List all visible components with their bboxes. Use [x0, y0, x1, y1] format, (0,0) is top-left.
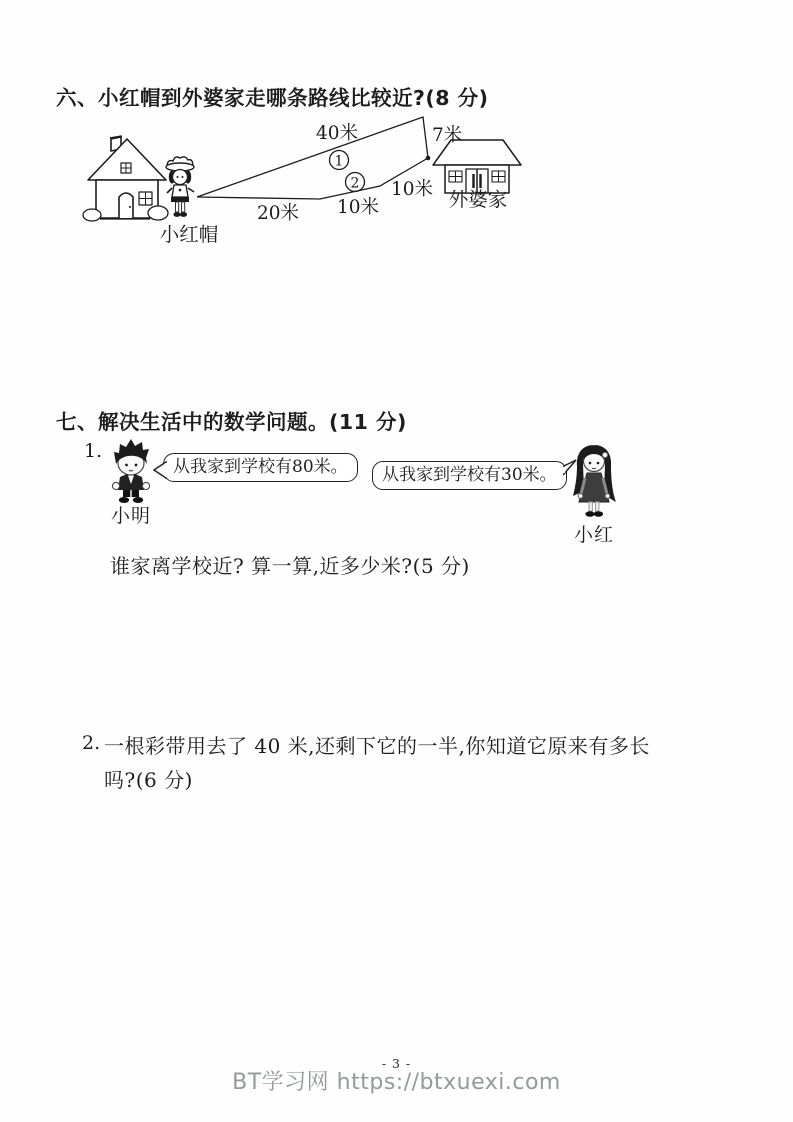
q2-text-line1: 一根彩带用去了 40 米,还剩下它的一半,你知道它原来有多长	[104, 734, 650, 758]
q1-question-text: 谁家离学校近? 算一算,近多少米?(5 分)	[110, 554, 470, 578]
red-riding-hood-figure	[166, 157, 194, 217]
boy-speech-bubble	[163, 453, 358, 482]
end-place-label: 外婆家	[448, 188, 508, 211]
distance-label-10m-bottom: 10米	[336, 197, 380, 218]
speech-tail-left-icon	[153, 461, 167, 479]
distance-label-7m: 7米	[432, 125, 463, 146]
boy-figure	[103, 436, 159, 506]
home-house-icon	[83, 136, 168, 221]
distance-label-10m-right: 10米	[390, 179, 434, 200]
svg-text:1: 1	[334, 153, 344, 170]
route-junction-dot	[426, 156, 431, 161]
girl-name-label: 小红	[573, 524, 614, 546]
watermark-text: BT学习网 https://btxuexi.com	[232, 1070, 561, 1095]
grandma-house-icon	[433, 140, 521, 193]
distance-label-40m: 40米	[315, 123, 359, 144]
svg-text:2: 2	[350, 175, 360, 192]
q2-text-line2: 吗?(6 分)	[104, 768, 193, 792]
girl-speech-text: 从我家到学校有30米。	[382, 465, 557, 485]
section7-heading: 七、解决生活中的数学问题。(11 分)	[56, 410, 407, 434]
route1-badge	[330, 151, 349, 170]
girl-speech-bubble	[372, 461, 567, 490]
section6-heading: 六、小红帽到外婆家走哪条路线比较近?(8 分)	[56, 86, 489, 110]
boy-speech-text: 从我家到学校有80米。	[173, 457, 348, 477]
page-number: - 3 -	[381, 1056, 412, 1071]
route-diagram	[75, 105, 540, 255]
distance-label-20m: 20米	[256, 203, 300, 224]
girl-figure	[568, 442, 620, 522]
q1-number: 1.	[84, 440, 103, 462]
q2-number: 2.	[82, 732, 101, 754]
start-place-label: 小红帽	[159, 223, 219, 246]
boy-name-label: 小明	[110, 505, 151, 527]
route2-badge	[346, 173, 365, 192]
